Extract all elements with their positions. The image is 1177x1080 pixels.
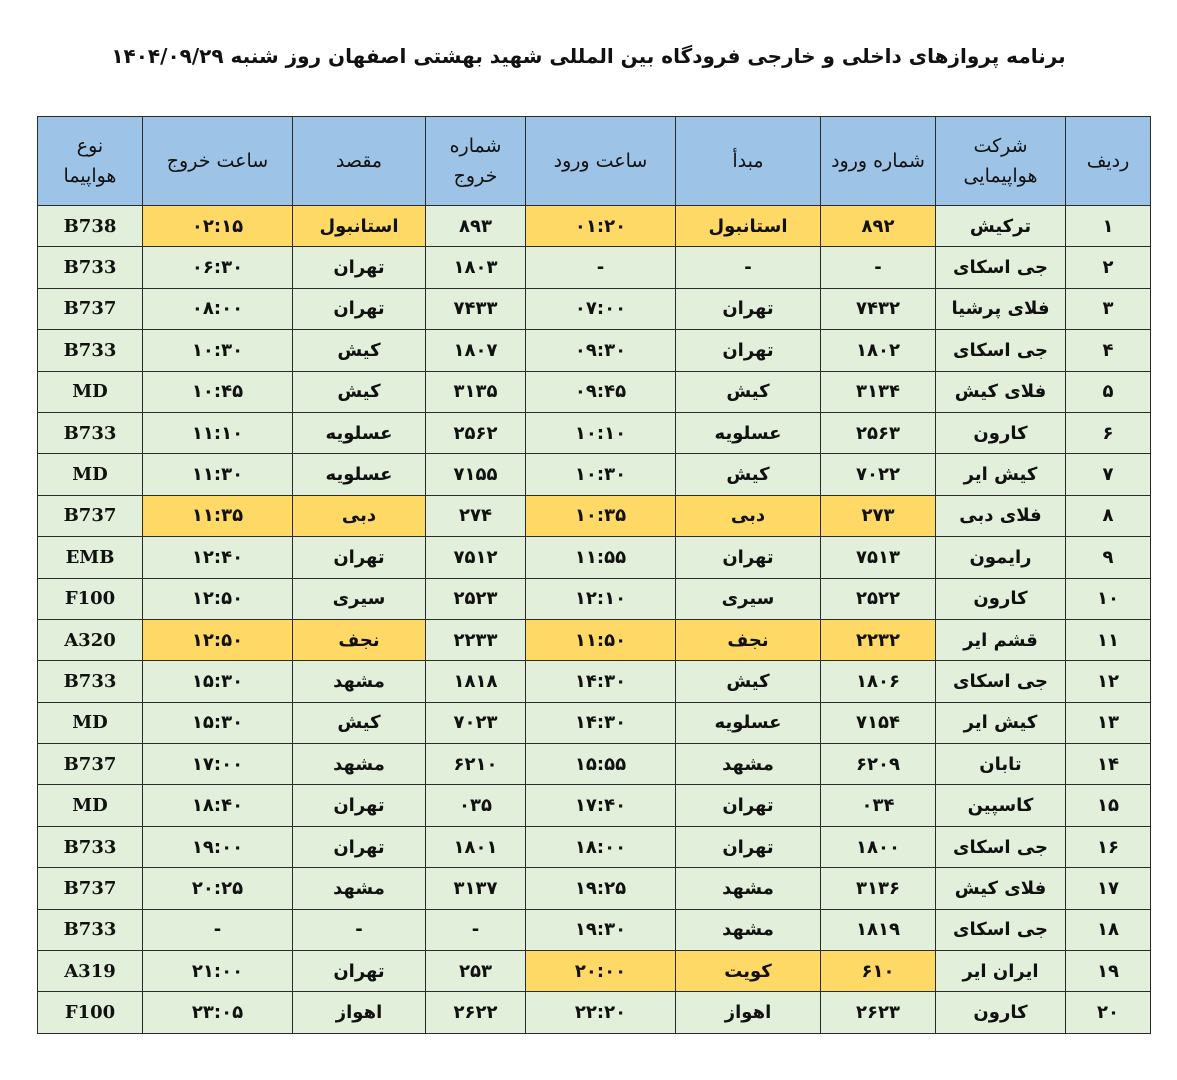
cell-aircraft-type: B733 [38,661,143,702]
cell-departure-time: ۰۸:۰۰ [143,288,293,329]
cell-row-number: ۱۰ [1066,578,1151,619]
table-row [38,288,1151,329]
cell-destination: اهواز [293,992,426,1033]
cell-destination: - [293,909,426,950]
cell-departure-number: - [426,909,526,950]
cell-origin: تهران [676,785,821,826]
cell-airline: کیش ایر [936,454,1066,495]
cell-row-number: ۱ [1066,206,1151,247]
cell-departure-number: ۷۱۵۵ [426,454,526,495]
cell-origin: مشهد [676,909,821,950]
cell-airline: قشم ایر [936,619,1066,660]
cell-departure-number: ۲۲۳۳ [426,619,526,660]
cell-airline: جی اسکای [936,826,1066,867]
cell-origin: استانبول [676,206,821,247]
cell-aircraft-type: MD [38,454,143,495]
cell-arrival-number: ۲۷۳ [821,495,936,536]
cell-arrival-time: ۲۲:۲۰ [526,992,676,1033]
cell-airline: کارون [936,992,1066,1033]
cell-origin: سیری [676,578,821,619]
cell-aircraft-type: B737 [38,744,143,785]
cell-origin: - [676,247,821,288]
cell-arrival-time: ۱۰:۱۰ [526,412,676,453]
cell-airline: کارون [936,412,1066,453]
cell-departure-number: ۱۸۰۱ [426,826,526,867]
cell-destination: مشهد [293,868,426,909]
cell-departure-time: ۱۵:۳۰ [143,661,293,702]
cell-departure-time: ۰۲:۱۵ [143,206,293,247]
header-airline: شرکت هواپیمایی [936,117,1066,206]
table-row [38,619,1151,660]
cell-row-number: ۱۹ [1066,951,1151,992]
cell-departure-number: ۲۵۲۳ [426,578,526,619]
cell-aircraft-type: B733 [38,247,143,288]
cell-arrival-number: - [821,247,936,288]
cell-destination: نجف [293,619,426,660]
cell-airline: فلای دبی [936,495,1066,536]
cell-arrival-number: ۶۱۰ [821,951,936,992]
cell-departure-number: ۲۵۶۲ [426,412,526,453]
cell-departure-number: ۶۲۱۰ [426,744,526,785]
cell-destination: کیش [293,371,426,412]
cell-arrival-number: ۱۸۰۶ [821,661,936,702]
cell-arrival-number: ۰۳۴ [821,785,936,826]
table-row [38,951,1151,992]
header-arrival-number: شماره ورود [821,117,936,206]
cell-row-number: ۸ [1066,495,1151,536]
cell-airline: ترکیش [936,206,1066,247]
cell-departure-time: ۱۲:۵۰ [143,578,293,619]
cell-arrival-time: ۰۱:۲۰ [526,206,676,247]
cell-arrival-time: ۱۰:۳۰ [526,454,676,495]
table-row [38,454,1151,495]
cell-departure-time: ۱۱:۳۵ [143,495,293,536]
header-origin: مبدأ [676,117,821,206]
table-row [38,992,1151,1033]
cell-row-number: ۴ [1066,330,1151,371]
cell-row-number: ۱۶ [1066,826,1151,867]
cell-arrival-time: ۱۹:۲۵ [526,868,676,909]
cell-departure-time: ۱۲:۵۰ [143,619,293,660]
table-row [38,247,1151,288]
cell-arrival-number: ۲۵۲۲ [821,578,936,619]
header-departure-time: ساعت خروج [143,117,293,206]
cell-arrival-number: ۱۸۰۰ [821,826,936,867]
flight-schedule-table [37,116,1151,1034]
cell-aircraft-type: MD [38,785,143,826]
cell-destination: تهران [293,951,426,992]
table-row [38,412,1151,453]
cell-airline: جی اسکای [936,330,1066,371]
cell-row-number: ۱۲ [1066,661,1151,702]
cell-row-number: ۹ [1066,537,1151,578]
cell-aircraft-type: B737 [38,288,143,329]
cell-arrival-time: ۱۲:۱۰ [526,578,676,619]
cell-origin: تهران [676,826,821,867]
cell-origin: دبی [676,495,821,536]
cell-arrival-time: ۱۴:۳۰ [526,661,676,702]
cell-airline: جی اسکای [936,909,1066,950]
cell-arrival-time: ۱۸:۰۰ [526,826,676,867]
cell-arrival-number: ۷۰۲۲ [821,454,936,495]
cell-departure-time: ۱۱:۳۰ [143,454,293,495]
cell-destination: دبی [293,495,426,536]
cell-departure-number: ۱۸۰۷ [426,330,526,371]
cell-aircraft-type: B737 [38,868,143,909]
cell-departure-time: ۱۵:۳۰ [143,702,293,743]
cell-aircraft-type: F100 [38,578,143,619]
cell-origin: کیش [676,371,821,412]
cell-destination: کیش [293,702,426,743]
cell-row-number: ۷ [1066,454,1151,495]
cell-departure-time: ۱۰:۳۰ [143,330,293,371]
cell-airline: فلای پرشیا [936,288,1066,329]
header-row-number: ردیف [1066,117,1151,206]
cell-departure-time: ۰۶:۳۰ [143,247,293,288]
cell-origin: کیش [676,454,821,495]
cell-departure-number: ۱۸۱۸ [426,661,526,702]
cell-row-number: ۱۵ [1066,785,1151,826]
header-arrival-time: ساعت ورود [526,117,676,206]
cell-arrival-time: - [526,247,676,288]
cell-arrival-number: ۲۶۲۳ [821,992,936,1033]
table-row [38,785,1151,826]
cell-origin: عسلویه [676,412,821,453]
cell-arrival-time: ۲۰:۰۰ [526,951,676,992]
cell-arrival-time: ۱۵:۵۵ [526,744,676,785]
cell-airline: کاسپین [936,785,1066,826]
cell-aircraft-type: B733 [38,909,143,950]
page-title: برنامه پروازهای داخلی و خارجی فرودگاه بین المللی شهید بهشتی اصفهان روز شنبه ۱۴۰۴/۰۹/۲۹ [111,44,1066,68]
cell-departure-time: ۲۰:۲۵ [143,868,293,909]
cell-arrival-number: ۱۸۰۲ [821,330,936,371]
cell-arrival-number: ۲۵۶۳ [821,412,936,453]
table-row [38,495,1151,536]
cell-arrival-time: ۱۱:۵۵ [526,537,676,578]
cell-departure-number: ۳۱۳۵ [426,371,526,412]
cell-aircraft-type: A320 [38,619,143,660]
cell-origin: اهواز [676,992,821,1033]
cell-departure-number: ۱۸۰۳ [426,247,526,288]
cell-arrival-number: ۷۴۳۲ [821,288,936,329]
cell-arrival-number: ۷۵۱۳ [821,537,936,578]
cell-origin: عسلویه [676,702,821,743]
table-row [38,826,1151,867]
cell-origin: تهران [676,537,821,578]
cell-airline: تابان [936,744,1066,785]
cell-arrival-number: ۸۹۲ [821,206,936,247]
cell-departure-number: ۲۶۲۲ [426,992,526,1033]
table-row [38,702,1151,743]
cell-destination: مشهد [293,661,426,702]
cell-departure-number: ۸۹۳ [426,206,526,247]
cell-destination: عسلویه [293,412,426,453]
table-row [38,371,1151,412]
cell-aircraft-type: B737 [38,495,143,536]
cell-aircraft-type: B733 [38,826,143,867]
cell-destination: تهران [293,288,426,329]
table-row [38,330,1151,371]
cell-row-number: ۲ [1066,247,1151,288]
cell-row-number: ۲۰ [1066,992,1151,1033]
cell-row-number: ۱۴ [1066,744,1151,785]
header-aircraft-type: نوع هواپیما [38,117,143,206]
cell-destination: تهران [293,785,426,826]
cell-departure-time: ۲۳:۰۵ [143,992,293,1033]
cell-aircraft-type: F100 [38,992,143,1033]
cell-airline: فلای کیش [936,371,1066,412]
cell-arrival-number: ۷۱۵۴ [821,702,936,743]
cell-arrival-time: ۱۹:۳۰ [526,909,676,950]
cell-origin: تهران [676,288,821,329]
cell-origin: نجف [676,619,821,660]
cell-destination: استانبول [293,206,426,247]
cell-departure-time: ۲۱:۰۰ [143,951,293,992]
cell-aircraft-type: B738 [38,206,143,247]
cell-departure-time: ۱۷:۰۰ [143,744,293,785]
cell-row-number: ۳ [1066,288,1151,329]
cell-departure-number: ۷۴۳۳ [426,288,526,329]
cell-origin: مشهد [676,744,821,785]
cell-destination: تهران [293,247,426,288]
cell-arrival-time: ۰۷:۰۰ [526,288,676,329]
cell-row-number: ۶ [1066,412,1151,453]
table-row [38,206,1151,247]
cell-destination: سیری [293,578,426,619]
cell-airline: ایران ایر [936,951,1066,992]
flight-rows [38,206,1151,1034]
cell-arrival-number: ۳۱۳۴ [821,371,936,412]
cell-row-number: ۱۳ [1066,702,1151,743]
cell-departure-number: ۲۷۴ [426,495,526,536]
cell-departure-number: ۰۳۵ [426,785,526,826]
table-header-row [38,117,1151,206]
cell-departure-number: ۳۱۳۷ [426,868,526,909]
cell-departure-number: ۷۵۱۲ [426,537,526,578]
cell-airline: رایمون [936,537,1066,578]
table-row [38,537,1151,578]
cell-row-number: ۱۱ [1066,619,1151,660]
cell-destination: تهران [293,537,426,578]
cell-arrival-number: ۶۲۰۹ [821,744,936,785]
cell-airline: فلای کیش [936,868,1066,909]
cell-destination: تهران [293,826,426,867]
cell-aircraft-type: B733 [38,330,143,371]
cell-origin: کیش [676,661,821,702]
cell-arrival-number: ۲۲۳۲ [821,619,936,660]
cell-aircraft-type: MD [38,702,143,743]
cell-row-number: ۱۸ [1066,909,1151,950]
cell-airline: کیش ایر [936,702,1066,743]
cell-departure-time: ۱۰:۴۵ [143,371,293,412]
cell-aircraft-type: EMB [38,537,143,578]
header-departure-number: شماره خروج [426,117,526,206]
table-row [38,909,1151,950]
table-row [38,661,1151,702]
cell-arrival-time: ۰۹:۴۵ [526,371,676,412]
cell-row-number: ۱۷ [1066,868,1151,909]
cell-origin: مشهد [676,868,821,909]
cell-destination: مشهد [293,744,426,785]
cell-arrival-time: ۰۹:۳۰ [526,330,676,371]
cell-arrival-number: ۳۱۳۶ [821,868,936,909]
cell-departure-time: ۱۲:۴۰ [143,537,293,578]
cell-departure-number: ۲۵۳ [426,951,526,992]
table-row [38,868,1151,909]
cell-departure-time: ۱۹:۰۰ [143,826,293,867]
cell-row-number: ۵ [1066,371,1151,412]
cell-aircraft-type: A319 [38,951,143,992]
table-row [38,744,1151,785]
cell-arrival-time: ۱۴:۳۰ [526,702,676,743]
cell-airline: جی اسکای [936,661,1066,702]
cell-departure-time: - [143,909,293,950]
cell-origin: تهران [676,330,821,371]
header-destination: مقصد [293,117,426,206]
cell-destination: عسلویه [293,454,426,495]
cell-airline: جی اسکای [936,247,1066,288]
cell-arrival-time: ۱۷:۴۰ [526,785,676,826]
cell-departure-time: ۱۸:۴۰ [143,785,293,826]
cell-departure-number: ۷۰۲۳ [426,702,526,743]
cell-destination: کیش [293,330,426,371]
cell-airline: کارون [936,578,1066,619]
cell-aircraft-type: B733 [38,412,143,453]
cell-arrival-time: ۱۱:۵۰ [526,619,676,660]
cell-origin: کویت [676,951,821,992]
table-row [38,578,1151,619]
cell-departure-time: ۱۱:۱۰ [143,412,293,453]
cell-arrival-time: ۱۰:۳۵ [526,495,676,536]
cell-aircraft-type: MD [38,371,143,412]
cell-arrival-number: ۱۸۱۹ [821,909,936,950]
